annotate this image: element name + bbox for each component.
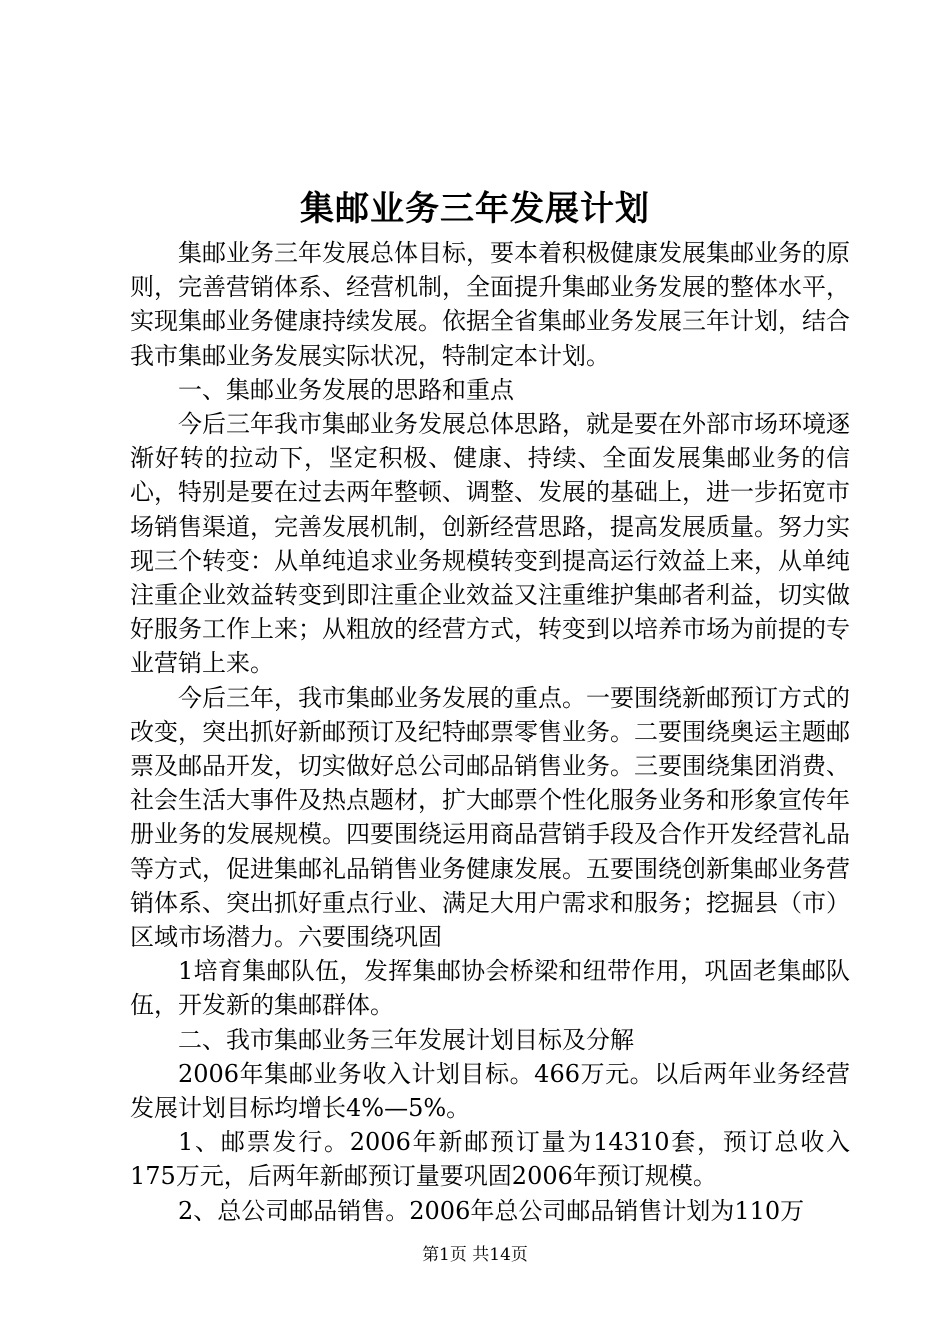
section-heading-1: 一、集邮业务发展的思路和重点 [178, 375, 514, 404]
paragraph-stamp-issue: 1、邮票发行。2006年新邮预订量为14310套，预订总收入175万元，后两年新邮预订量要巩固2006年预订规模。 [130, 1128, 850, 1191]
paragraph-product-sales: 2、总公司邮品销售。2006年总公司邮品销售计划为110万 [178, 1196, 805, 1225]
paragraph-team: 1培育集邮队伍，发挥集邮协会桥梁和纽带作用，巩固老集邮队伍，开发新的集邮群体。 [130, 957, 850, 1020]
document-body [130, 236, 850, 1228]
document-title: 集邮业务三年发展计划 [300, 189, 650, 229]
page-footer: 第1页 共14页 [422, 1245, 528, 1265]
paragraph-intro: 集邮业务三年发展总体目标，要本着积极健康发展集邮业务的原则，完善营销体系、经营机制，全面提升集邮业务发展的整体水平，实现集邮业务健康持续发展。依据全省集邮业务发展三年计划，结合我市集邮业务发展实际状况，特制定本计划。 [130, 239, 850, 370]
section-heading-2: 二、我市集邮业务三年发展计划目标及分解 [178, 1025, 634, 1054]
paragraph-strategy: 今后三年我市集邮业务发展总体思路，就是要在外部市场环境逐渐好转的拉动下，坚定积极、健康、持续、全面发展集邮业务的信心，特别是要在过去两年整顿、调整、发展的基础上，进一步拓宽市场销售渠道，完善发展机制，创新经营思路，提高发展质量。努力实现三个转变：从单纯追求业务规模转变到提高运行效益上来，从单纯注重企业效益转变到即注重企业效益又注重维护集邮者利益，切实做好服务工作上来；从粗放的经营方式，转变到以培养市场为前提的专业营销上来。 [130, 410, 850, 678]
paragraph-focus: 今后三年，我市集邮业务发展的重点。一要围绕新邮预订方式的改变，突出抓好新邮预订及纪特邮票零售业务。二要围绕奥运主题邮票及邮品开发，切实做好总公司邮品销售业务。三要围绕集团消费、社会生活大事件及热点题材，扩大邮票个性化服务业务和形象宣传年册业务的发展规模。四要围绕运用商品营销手段及合作开发经营礼品等方式，促进集邮礼品销售业务健康发展。五要围绕创新集邮业务营销体系、突出抓好重点行业、满足大用户需求和服务；挖掘县（市）区域市场潜力。六要围绕巩固 [130, 683, 850, 952]
paragraph-target: 2006年集邮业务收入计划目标。466万元。以后两年业务经营发展计划目标均增长4%—5%。 [130, 1059, 850, 1123]
